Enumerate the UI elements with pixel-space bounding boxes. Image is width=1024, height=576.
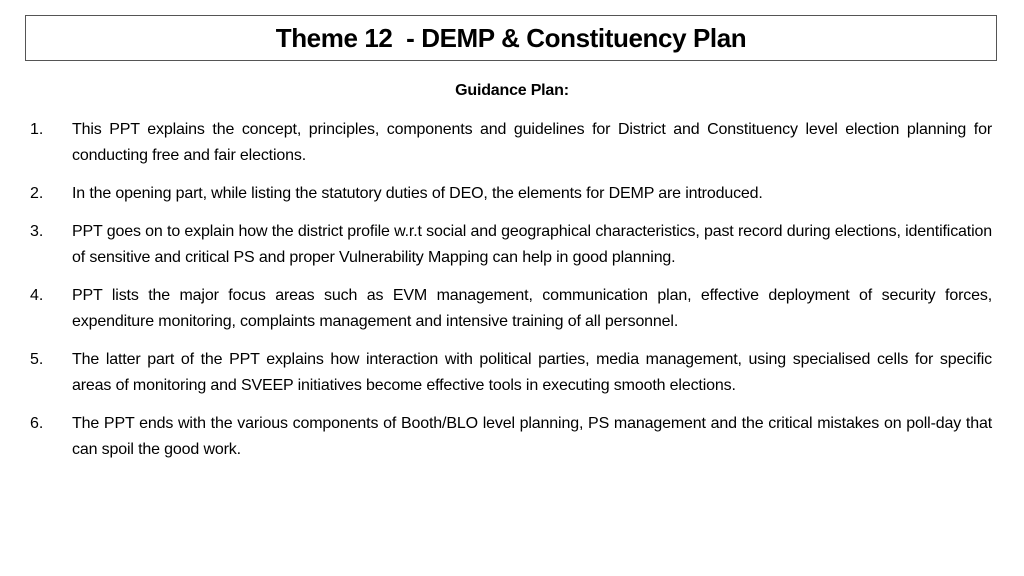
list-item-text: The latter part of the PPT explains how interaction with political parties, media management, using specialised cells for specific areas of monitoring and SVEEP initiatives become effective tools in executing smooth elections.	[72, 351, 992, 394]
list-item-text: PPT goes on to explain how the district profile w.r.t social and geographical characteristics, past record during elections, identification of sensitive and critical PS and proper Vulnerability Mapping can help in good planning.	[72, 223, 992, 266]
guidance-plan-heading: Guidance Plan:	[455, 82, 569, 99]
guidance-plan-list	[30, 117, 992, 475]
list-item-number: 2.	[30, 185, 44, 202]
list-item-number: 5.	[30, 351, 44, 368]
list-item	[30, 117, 992, 169]
list-item-number: 6.	[30, 415, 44, 432]
list-item	[30, 219, 992, 271]
list-item	[30, 283, 992, 335]
slide-title-box	[25, 15, 997, 61]
list-item-number: 1.	[30, 121, 44, 138]
list-item	[30, 411, 992, 463]
list-item-number: 4.	[30, 287, 44, 304]
list-item-text: PPT lists the major focus areas such as EVM management, communication plan, effective deployment of security forces, expenditure monitoring, complaints management and intensive training of all personnel.	[72, 287, 992, 330]
list-item-number: 3.	[30, 223, 44, 240]
slide-title: Theme 12 - DEMP & Constituency Plan	[275, 22, 747, 53]
list-item-text: In the opening part, while listing the statutory duties of DEO, the elements for DEMP are introduced.	[72, 185, 763, 202]
list-item-text: The PPT ends with the various components of Booth/BLO level planning, PS management and the critical mistakes on poll-day that can spoil the good work.	[72, 415, 992, 458]
list-item-text: This PPT explains the concept, principles, components and guidelines for District and Constituency level election planning for conducting free and fair elections.	[72, 121, 992, 164]
list-item	[30, 181, 992, 207]
list-item	[30, 347, 992, 399]
